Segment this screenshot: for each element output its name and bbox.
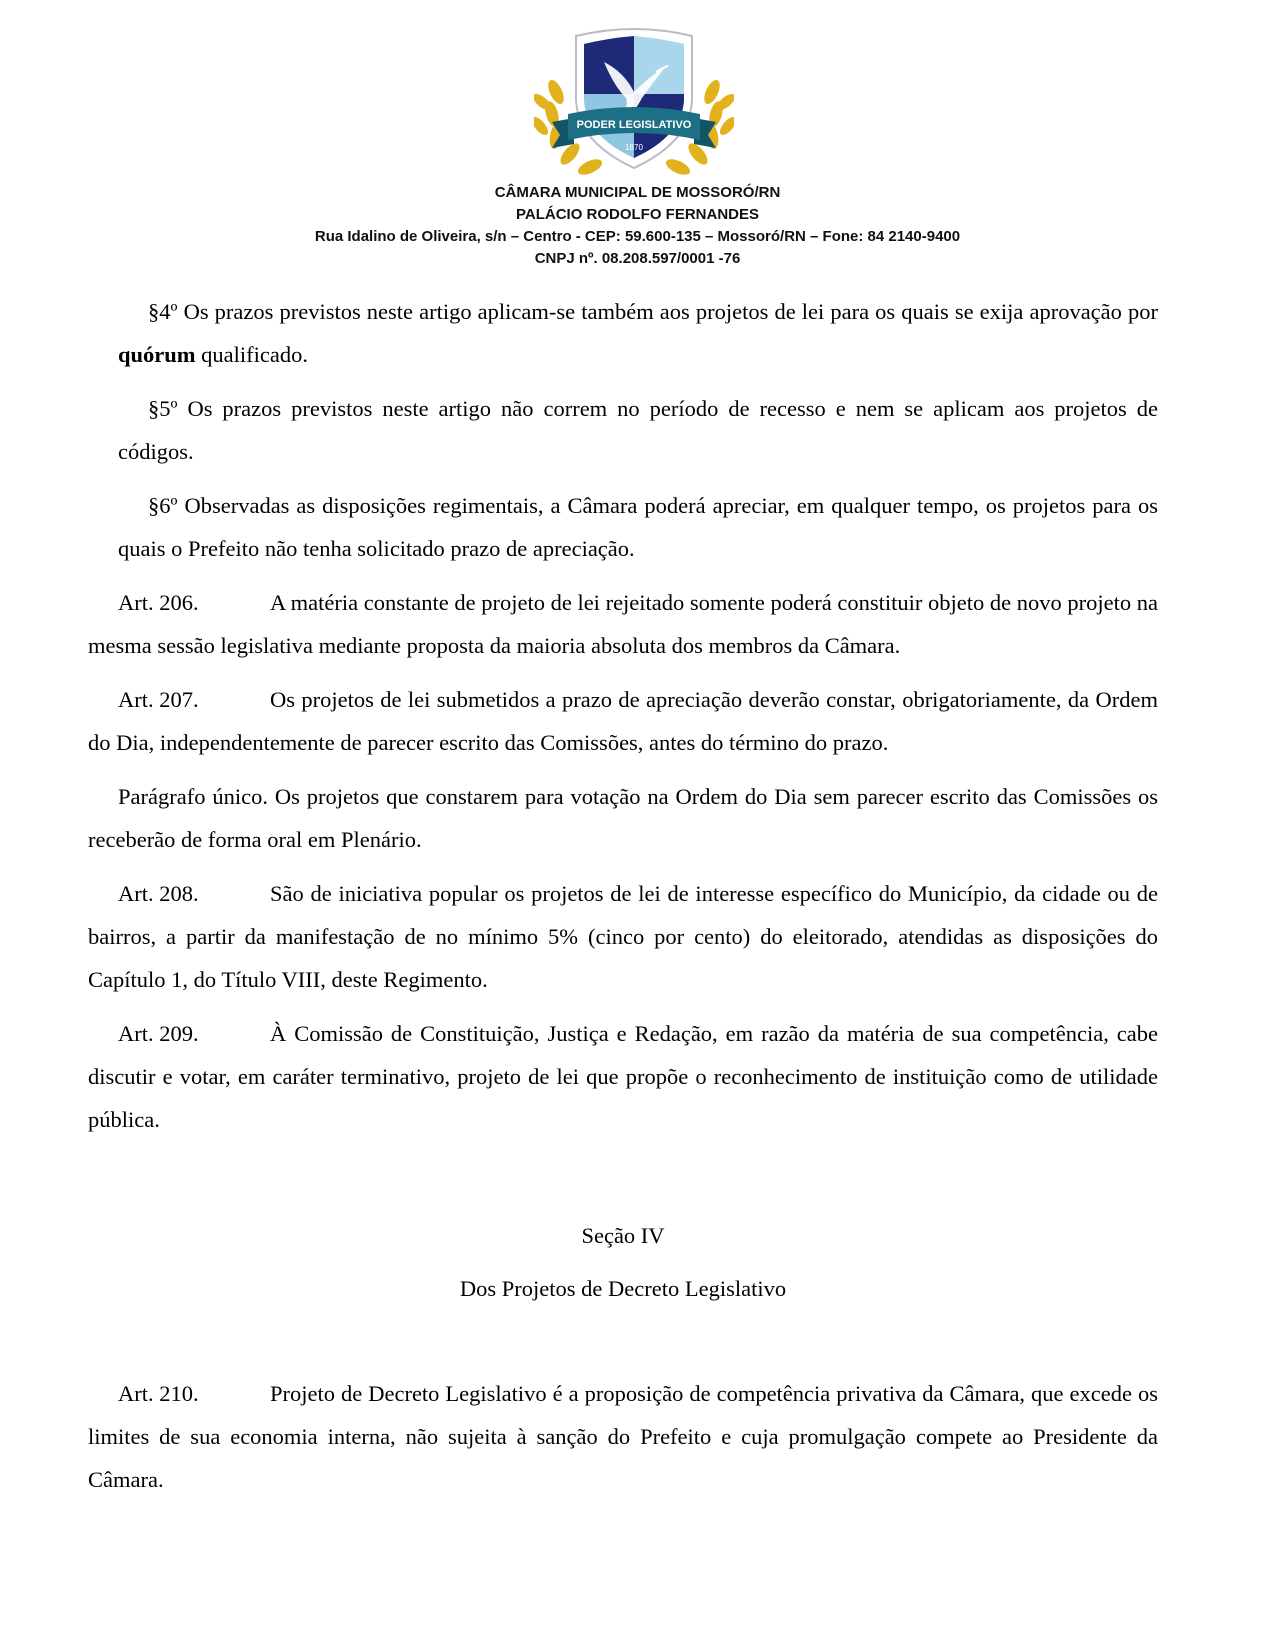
- article-208: [88, 872, 1158, 1001]
- palace-name: PALÁCIO RODOLFO FERNANDES: [515, 206, 760, 223]
- article-number: Art. 209.: [118, 1021, 199, 1046]
- article-text: A matéria constante de projeto de lei rejeitado somente poderá constituir objeto de novo projeto na mesma sessão legislativa mediante proposta da maioria absoluta dos membros da Câmara.: [88, 590, 1158, 658]
- paragraph-6: §6º Observadas as disposições regimentais, a Câmara poderá apreciar, em qualquer tempo, os projetos para os quais o Prefeito não tenha solicitado prazo de apreciação.: [118, 493, 1158, 561]
- section-title: Seção IV: [581, 1223, 665, 1248]
- spacer: [88, 1152, 1158, 1214]
- org-cnpj: CNPJ nº. 08.208.597/0001 -76: [534, 250, 741, 267]
- org-address: Rua Idalino de Oliveira, s/n – Centro - CEP: 59.600-135 – Mossoró/RN – Fone: 84 2140-9400: [314, 228, 961, 245]
- spacer: [88, 1310, 1158, 1372]
- coat-of-arms-logo: [534, 22, 734, 182]
- article-210: [88, 1372, 1158, 1501]
- bold-term: quórum: [118, 342, 196, 367]
- paragraph-5: §5º Os prazos previstos neste artigo não correm no período de recesso e nem se aplicam aos projetos de códigos.: [118, 396, 1158, 464]
- letterhead-text: [0, 182, 1275, 270]
- spacer: [88, 1257, 1158, 1267]
- svg-text:1870: 1870: [625, 143, 643, 152]
- article-209: [88, 1012, 1158, 1141]
- document-body: [88, 290, 1158, 1512]
- article-number: Art. 208.: [118, 881, 199, 906]
- article-number: Art. 206.: [118, 590, 199, 615]
- article-number: Art. 207.: [118, 687, 199, 712]
- article-206: [88, 581, 1158, 667]
- org-name: CÂMARA MUNICIPAL DE MOSSORÓ/RN: [494, 184, 781, 201]
- svg-text:PODER LEGISLATIVO: PODER LEGISLATIVO: [576, 119, 692, 131]
- article-207: [88, 678, 1158, 764]
- paragrafo-unico: Parágrafo único. Os projetos que constarem para votação na Ordem do Dia sem parecer escrito das Comissões os receberão de forma oral em Plenário.: [88, 784, 1158, 852]
- coat-of-arms-dove-shield-icon: [534, 22, 734, 182]
- paragraph-4: §4º Os prazos previstos neste artigo aplicam-se também aos projetos de lei para os quais se exija aprovação por quórum qualificado.: [118, 299, 1158, 367]
- article-text: São de iniciativa popular os projetos de lei de interesse específico do Município, da cidade ou de bairros, a partir da manifestação de no mínimo 5% (cinco por cento) do eleitorado, atendidas as disposições do Capítulo 1, do Título VIII, deste Regimento.: [88, 881, 1158, 992]
- article-number: Art. 210.: [118, 1381, 199, 1406]
- article-text: Os projetos de lei submetidos a prazo de apreciação deverão constar, obrigatoriamente, da Ordem do Dia, independentemente de parecer escrito das Comissões, antes do término do prazo.: [88, 687, 1158, 755]
- article-text: À Comissão de Constituição, Justiça e Redação, em razão da matéria de sua competência, cabe discutir e votar, em caráter terminativo, projeto de lei que propõe o reconhecimento de instituição como de utilidade pública.: [88, 1021, 1158, 1132]
- section-subtitle: Dos Projetos de Decreto Legislativo: [459, 1276, 787, 1301]
- article-text: Projeto de Decreto Legislativo é a proposição de competência privativa da Câmara, que excede os limites de sua economia interna, não sujeita à sanção do Prefeito e cuja promulgação compete ao Presidente da Câmara.: [88, 1381, 1158, 1492]
